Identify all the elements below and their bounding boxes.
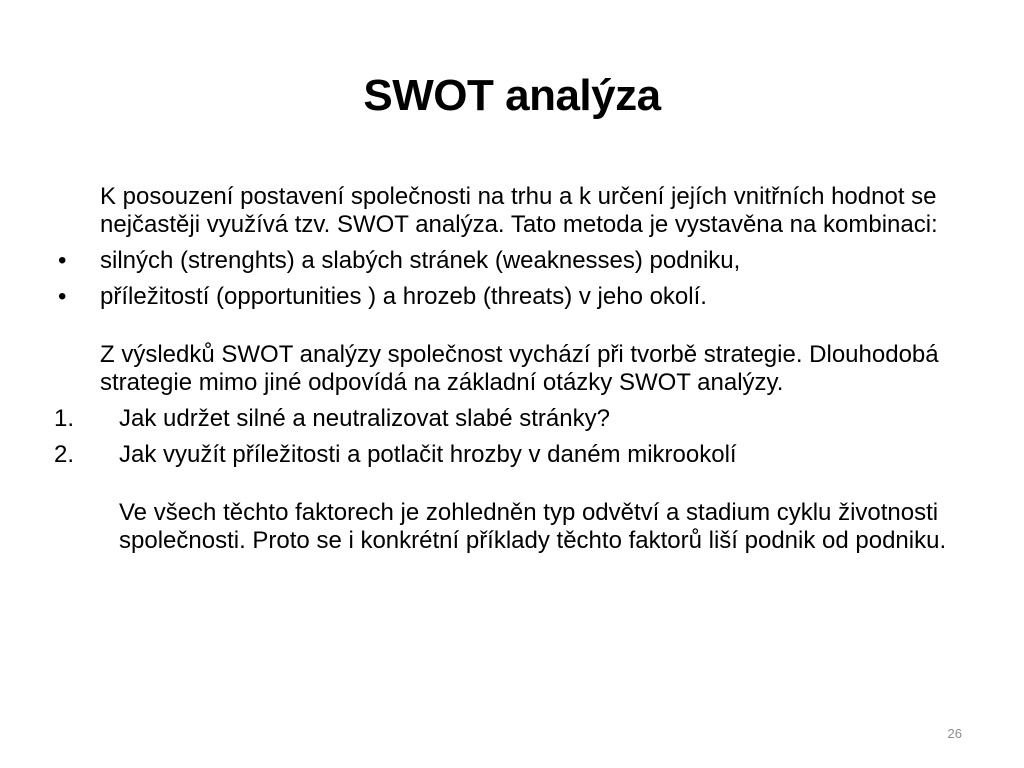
numbered-text: Jak udržet silné a neutralizovat slabé stránky?: [119, 405, 610, 432]
bullet-text: silných (strenghts) a slabých stránek (weaknesses) podniku,: [100, 247, 741, 274]
bullet-item: [54, 247, 984, 275]
strategy-paragraph: Z výsledků SWOT analýzy společnost vychází při tvorbě strategie. Dlouhodobá strategie mimo jiné odpovídá na základní otázky SWOT analýzy.: [100, 341, 939, 396]
factors-paragraph: Ve všech těchto faktorech je zohledněn typ odvětví a stadium cyklu životnosti společnosti. Proto se i konkrétní příklady těchto faktorů liší podnik od podniku.: [119, 499, 947, 554]
numbered-text: Jak využít příležitosti a potlačit hrozby v daném mikrookolí: [119, 441, 737, 468]
number-marker: 1.: [54, 405, 75, 432]
bullet-marker: •: [58, 247, 67, 274]
bullet-text: příležitostí (opportunities ) a hrozeb (threats) v jeho okolí.: [100, 283, 707, 310]
numbered-item: [54, 441, 984, 469]
page-number: 26: [947, 726, 962, 741]
spacer: [54, 469, 984, 499]
intro-paragraph: K posouzení postavení společnosti na trhu a k určení jejích vnitřních hodnot se nejčastěji využívá tzv. SWOT analýza. Tato metoda je vystavěna na kombinaci:: [100, 183, 938, 238]
number-marker: 2.: [54, 441, 75, 468]
slide-body: [54, 183, 984, 555]
bullet-item: [54, 283, 984, 311]
slide-title: SWOT analýza: [363, 71, 661, 120]
bullet-marker: •: [58, 283, 67, 310]
spacer: [54, 311, 984, 341]
numbered-item: [54, 405, 984, 433]
